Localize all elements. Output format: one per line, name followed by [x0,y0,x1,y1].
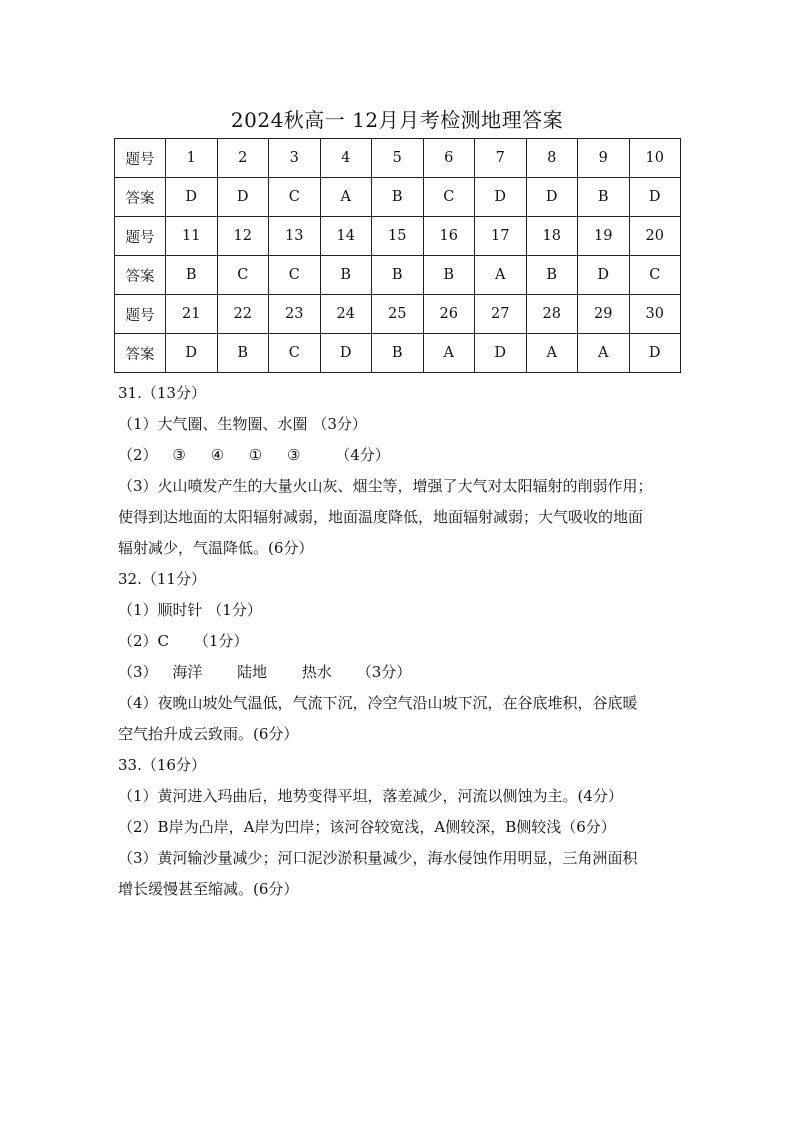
question-number-cell: 16 [423,217,475,256]
question-number-cell: 18 [526,217,578,256]
answer-table [114,138,681,373]
q33-part3-line: （3）黄河输沙量减少；河口泥沙淤积量减少，海水侵蚀作用明显，三角洲面积 [118,849,638,867]
answer-cell: B [578,178,630,217]
q32-part2 [118,626,688,657]
answer-cell: D [166,178,218,217]
answer-cell: C [269,256,321,295]
q32-part3-label: （3） [118,663,158,681]
answer-cell: B [372,178,424,217]
answer-cell: B [372,256,424,295]
question-number-row [115,217,681,256]
question-number-cell: 3 [269,139,321,178]
answer-cell: C [269,178,321,217]
answer-cell: B [217,334,269,373]
answer-cell: A [526,334,578,373]
answer-cell: D [526,178,578,217]
q32-part3-item: 陆地 [237,663,268,681]
question-number-cell: 9 [578,139,630,178]
q31-part2-item: ④ [210,446,225,464]
answer-cell: C [269,334,321,373]
question-number-cell: 19 [578,217,630,256]
answer-cell: A [320,178,372,217]
row-label: 题号 [115,217,166,256]
q33-part2: （2）B岸为凸岸，A岸为凹岸；该河谷较宽浅，A侧较深，B侧较浅（6分） [118,818,616,836]
q31-part2-label: （2） [118,446,158,464]
question-number-cell: 10 [629,139,681,178]
question-number-cell: 23 [269,295,321,334]
answer-cell: A [423,334,475,373]
question-number-cell: 29 [578,295,630,334]
question-number-cell: 14 [320,217,372,256]
row-label: 题号 [115,139,166,178]
answer-cell: D [166,334,218,373]
answer-cell: B [166,256,218,295]
answer-cell: C [217,256,269,295]
q32-part3-item: 热水 [301,663,332,681]
q32-part1: （1）顺时针 （1分） [118,601,262,619]
question-number-cell: 7 [475,139,527,178]
q33-part1: （1）黄河进入玛曲后，地势变得平坦，落差减少，河流以侧蚀为主。(4分） [118,787,623,805]
row-label: 题号 [115,295,166,334]
question-number-cell: 12 [217,217,269,256]
question-number-cell: 15 [372,217,424,256]
question-number-cell: 21 [166,295,218,334]
answer-cell: A [475,256,527,295]
answer-cell: B [526,256,578,295]
answer-cell: B [423,256,475,295]
q31-header: 31.（13分） [118,384,206,402]
answer-cell: D [475,334,527,373]
q31-part3-line: 辐射减少，气温降低。(6分） [118,539,314,557]
answer-cell: D [629,334,681,373]
q31-part2-item: ① [248,446,263,464]
answer-cell: C [629,256,681,295]
q33-part3-line: 增长缓慢甚至缩减。(6分） [118,880,299,898]
question-number-cell: 30 [629,295,681,334]
question-number-cell: 27 [475,295,527,334]
question-number-cell: 28 [526,295,578,334]
answer-cell: D [475,178,527,217]
q32-part4-line: （4）夜晚山坡处气温低，气流下沉，冷空气沿山坡下沉，在谷底堆积，谷底暖 [118,694,638,712]
page-title: 2024秋高一 12月月考检测地理答案 [230,108,564,132]
q32-part3-item: 海洋 [172,663,203,681]
q31-part2-item: ③ [172,446,186,464]
answer-cell: B [320,256,372,295]
q31-part3-line: 使得到达地面的太阳辐射减弱，地面温度降低，地面辐射减弱；大气吸收的地面 [118,508,644,526]
question-number-row [115,295,681,334]
q31-part2 [118,440,688,471]
question-number-cell: 11 [166,217,218,256]
question-number-cell: 2 [217,139,269,178]
answer-cell: D [578,256,630,295]
question-number-cell: 13 [269,217,321,256]
q31-part2-score: （4分） [335,446,390,464]
question-number-cell: 26 [423,295,475,334]
q33-header: 33.（16分） [118,756,206,774]
question-number-cell: 6 [423,139,475,178]
question-number-cell: 20 [629,217,681,256]
question-number-cell: 24 [320,295,372,334]
question-number-cell: 8 [526,139,578,178]
row-label: 答案 [115,256,166,295]
question-number-cell: 4 [320,139,372,178]
q31-part3-line: （3）火山喷发产生的大量火山灰、烟尘等，增强了大气对太阳辐射的削弱作用； [118,477,653,495]
answer-cell: C [423,178,475,217]
answer-table-body [115,139,681,373]
question-number-cell: 1 [166,139,218,178]
row-label: 答案 [115,178,166,217]
q32-part3-score: （3分） [356,663,412,681]
question-number-cell: 22 [217,295,269,334]
answer-row [115,256,681,295]
q31-part2-item: ③ [287,446,301,464]
question-number-cell: 17 [475,217,527,256]
answer-cell: A [578,334,630,373]
q32-header: 32.（11分） [118,570,206,588]
answer-cell: B [372,334,424,373]
row-label: 答案 [115,334,166,373]
answer-text [118,378,688,905]
answer-cell: D [320,334,372,373]
answer-cell: D [217,178,269,217]
question-number-cell: 25 [372,295,424,334]
q31-part1: （1）大气圈、生物圈、水圈 （3分） [118,415,367,433]
question-number-cell: 5 [372,139,424,178]
answer-row [115,178,681,217]
q32-part2-score: （1分） [193,632,249,650]
answer-row [115,334,681,373]
q32-part3 [118,657,688,688]
q32-part4-line: 空气抬升成云致雨。(6分） [118,725,299,743]
q32-part2-label: （2）C [118,632,170,650]
answer-cell: D [629,178,681,217]
question-number-row [115,139,681,178]
